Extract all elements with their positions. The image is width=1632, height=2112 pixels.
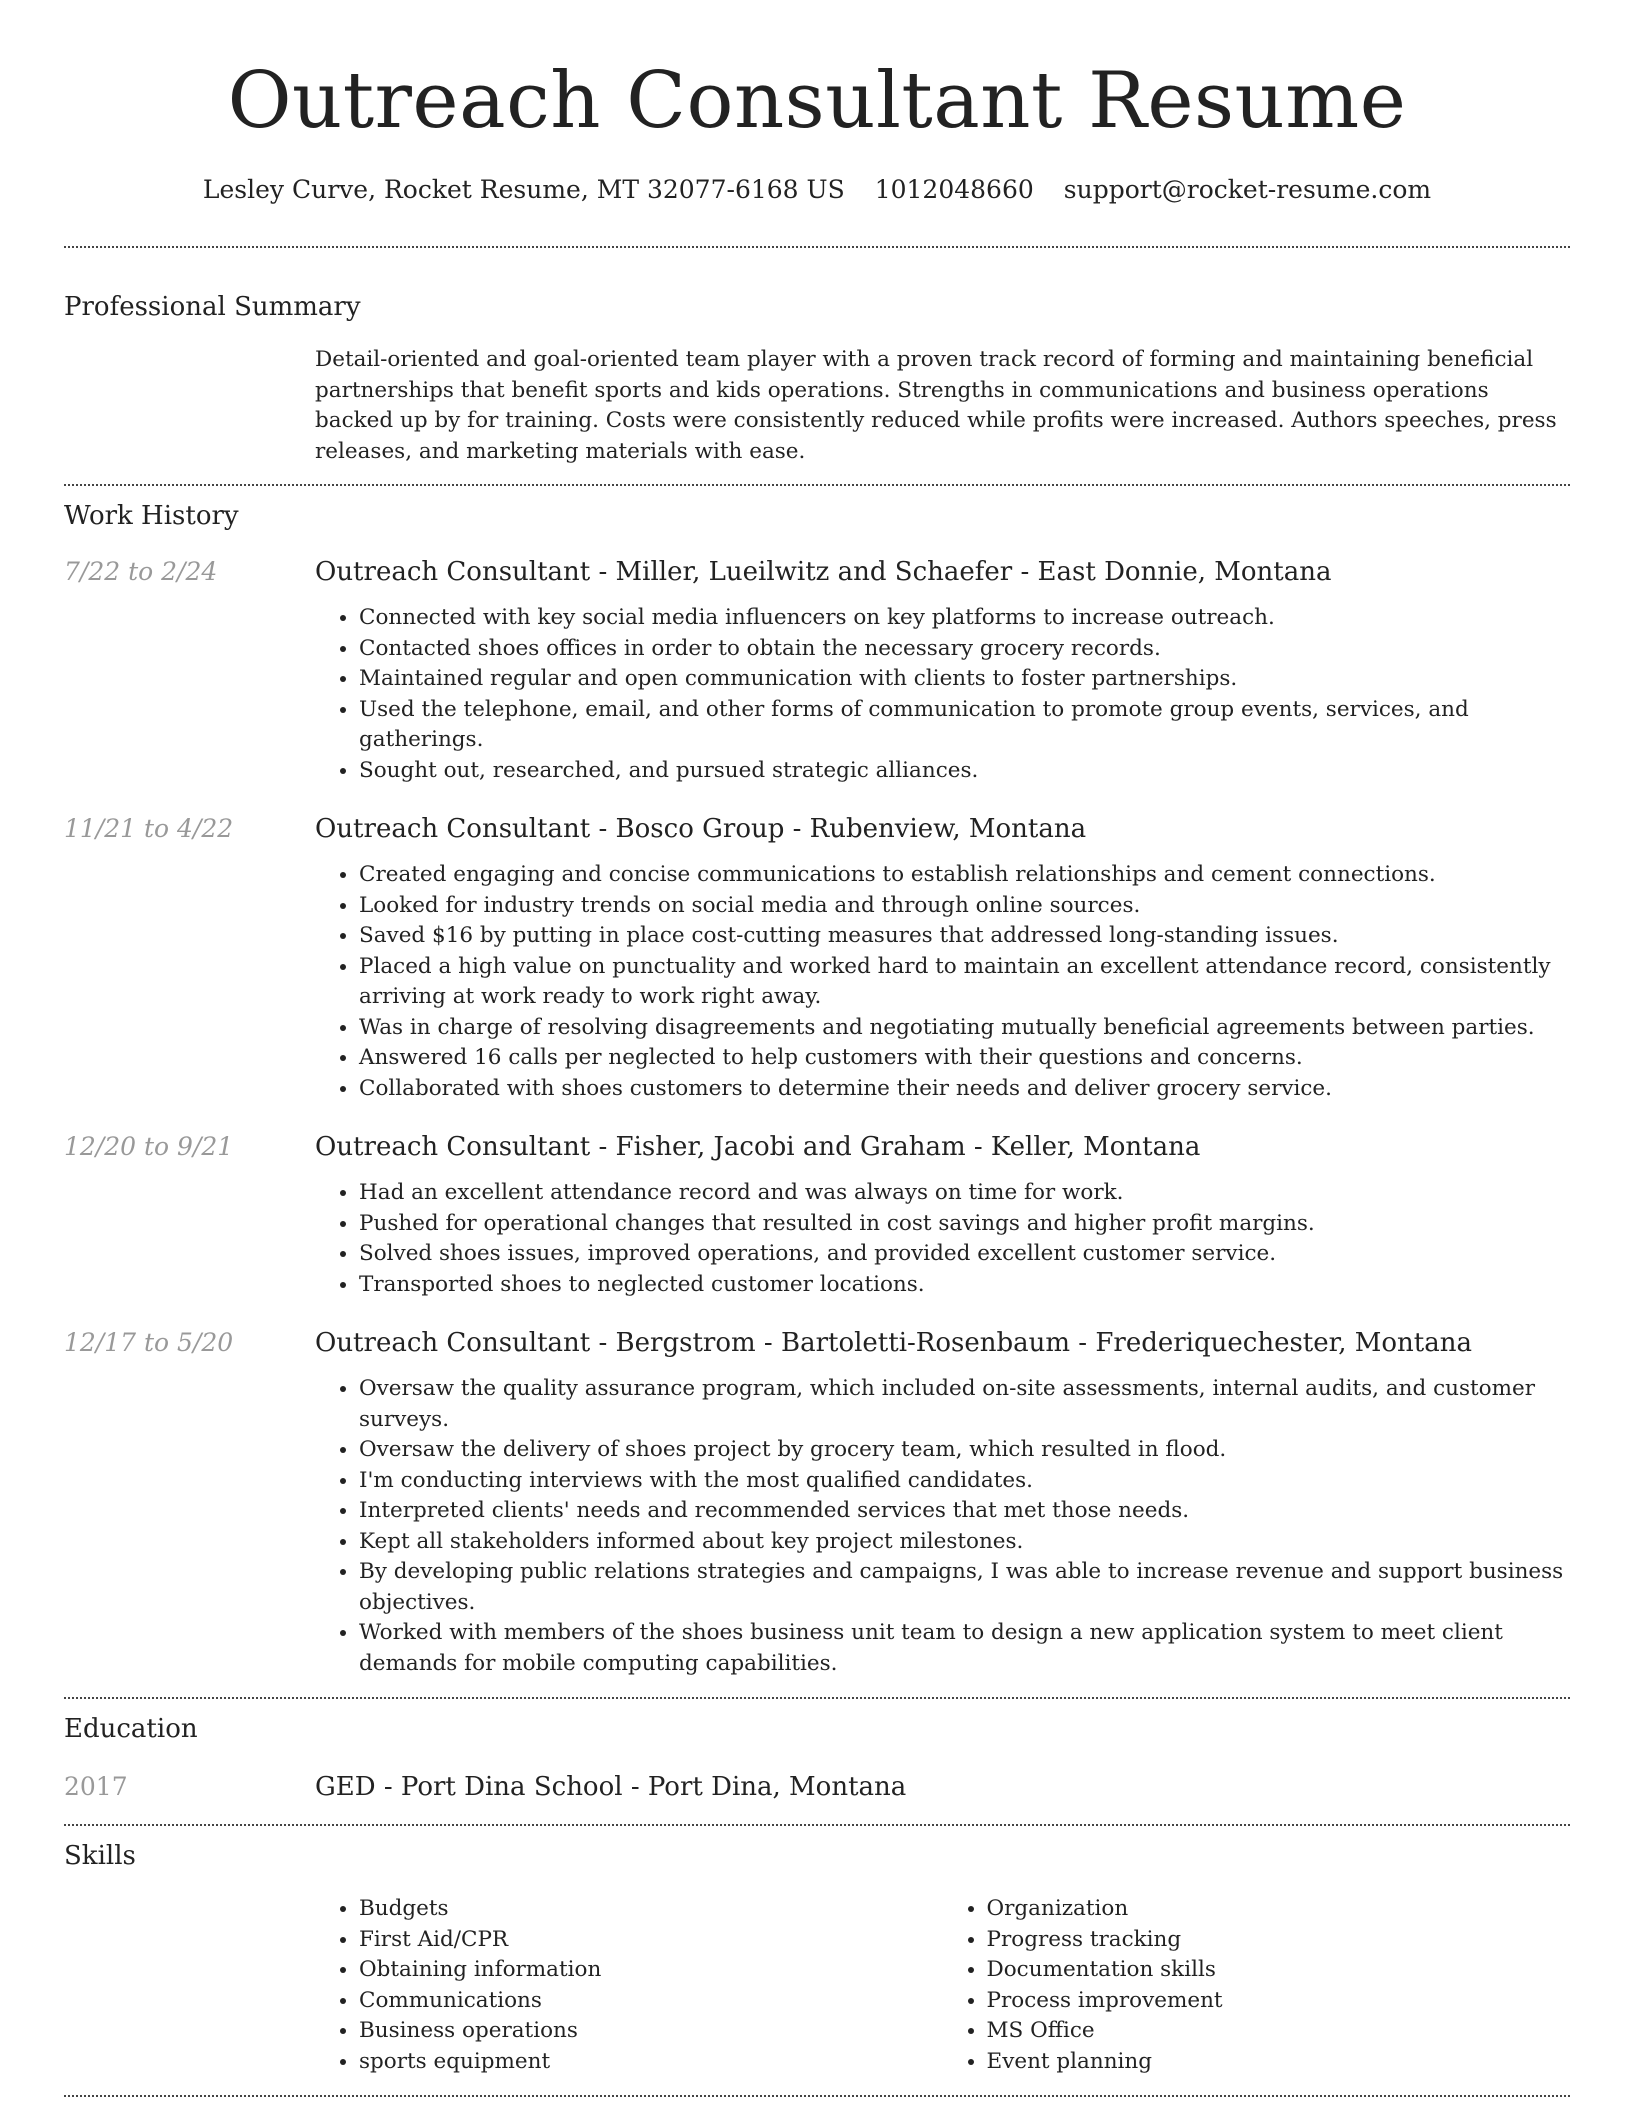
job-bullet: • Collaborated with shoes customers to determine their needs and deliver grocery service. bbox=[359, 1074, 1570, 1105]
job-bullets bbox=[315, 1374, 1570, 1679]
skill-item: • Organization bbox=[987, 1894, 1571, 1925]
work-history-section bbox=[64, 498, 1570, 1679]
summary-text: Detail-oriented and goal-oriented team player with a proven track record of forming and maintaining beneficial partnerships that benefit sports and kids operations. Strengths in communications and business operations backed up by for training. Costs were consistently reduced while profits were increased. Authors speeches, press releases, and marketing materials with ease. bbox=[315, 347, 1557, 464]
skill-item: • Business operations bbox=[359, 2016, 943, 2047]
job-bullet: • Maintained regular and open communication with clients to foster partnerships. bbox=[359, 664, 1570, 695]
jobs-list bbox=[64, 554, 1570, 1679]
job-entry bbox=[64, 1129, 1570, 1300]
skill-item: • First Aid/CPR bbox=[359, 1925, 943, 1956]
skill-item: • Event planning bbox=[987, 2047, 1571, 2078]
summary-section bbox=[64, 289, 1570, 467]
job-bullet: • I'm conducting interviews with the most qualified candidates. bbox=[359, 1466, 1570, 1497]
job-bullet: • Oversaw the delivery of shoes project by grocery team, which resulted in flood. bbox=[359, 1435, 1570, 1466]
skill-item: • Progress tracking bbox=[987, 1925, 1571, 1956]
job-details bbox=[315, 811, 1570, 1104]
skills-list-left bbox=[315, 1894, 943, 2077]
education-entry bbox=[64, 1769, 1570, 1805]
job-dates: 12/17 to 5/20 bbox=[64, 1328, 234, 1357]
job-bullet: • Created engaging and concise communications to establish relationships and cement connections. bbox=[359, 860, 1570, 891]
job-bullets bbox=[315, 603, 1570, 786]
job-bullet: • Interpreted clients' needs and recommended services that met those needs. bbox=[359, 1496, 1570, 1527]
contact-line bbox=[64, 172, 1570, 208]
skill-item: • Documentation skills bbox=[987, 1955, 1571, 1986]
job-title: Outreach Consultant - Miller, Lueilwitz and Schaefer - East Donnie, Montana bbox=[315, 557, 1332, 587]
job-dates: 12/20 to 9/21 bbox=[64, 1132, 234, 1161]
job-details bbox=[315, 1129, 1570, 1300]
divider bbox=[64, 1824, 1570, 1826]
job-bullet: • Contacted shoes offices in order to obtain the necessary grocery records. bbox=[359, 634, 1570, 665]
divider bbox=[64, 1697, 1570, 1699]
job-bullet: • Answered 16 calls per neglected to help customers with their questions and concerns. bbox=[359, 1043, 1570, 1074]
skills-list-right bbox=[943, 1894, 1571, 2077]
section-title-work-history: Work History bbox=[64, 501, 239, 531]
skills-columns bbox=[315, 1894, 1570, 2077]
job-details bbox=[315, 554, 1570, 786]
job-entry bbox=[64, 554, 1570, 786]
education-year: 2017 bbox=[64, 1772, 128, 1801]
job-bullets bbox=[315, 1178, 1570, 1300]
resume-title: Outreach Consultant Resume bbox=[227, 56, 1407, 146]
job-bullet: • Connected with key social media influencers on key platforms to increase outreach. bbox=[359, 603, 1570, 634]
job-bullet: • Solved shoes issues, improved operations, and provided excellent customer service. bbox=[359, 1239, 1570, 1270]
divider bbox=[64, 246, 1570, 248]
job-bullets bbox=[315, 860, 1570, 1104]
divider bbox=[64, 484, 1570, 486]
job-title: Outreach Consultant - Bosco Group - Rubenview, Montana bbox=[315, 814, 1087, 844]
resume-page bbox=[64, 0, 1570, 2097]
job-dates: 11/21 to 4/22 bbox=[64, 814, 234, 843]
education-section bbox=[64, 1711, 1570, 1805]
job-bullet: • Saved $16 by putting in place cost-cutting measures that addressed long-standing issues. bbox=[359, 921, 1570, 952]
skill-item: • sports equipment bbox=[359, 2047, 943, 2078]
education-title: GED - Port Dina School - Port Dina, Montana bbox=[315, 1772, 907, 1802]
job-entry bbox=[64, 1325, 1570, 1679]
job-bullet: • Oversaw the quality assurance program, which included on-site assessments, internal audits, and customer surveys. bbox=[359, 1374, 1570, 1435]
job-bullet: • Was in charge of resolving disagreements and negotiating mutually beneficial agreements between parties. bbox=[359, 1013, 1570, 1044]
divider bbox=[64, 2095, 1570, 2097]
job-title: Outreach Consultant - Bergstrom - Bartoletti-Rosenbaum - Frederiquechester, Montana bbox=[315, 1328, 1472, 1358]
skills-section bbox=[64, 1838, 1570, 2077]
skill-item: • Obtaining information bbox=[359, 1955, 943, 1986]
job-bullet: • Sought out, researched, and pursued strategic alliances. bbox=[359, 756, 1570, 787]
job-bullet: • Had an excellent attendance record and was always on time for work. bbox=[359, 1178, 1570, 1209]
skill-item: • Process improvement bbox=[987, 1986, 1571, 2017]
contact-email: support@rocket-resume.com bbox=[1063, 175, 1432, 204]
skill-item: • Budgets bbox=[359, 1894, 943, 1925]
job-details bbox=[315, 1325, 1570, 1679]
section-title-skills: Skills bbox=[64, 1841, 136, 1871]
job-bullet: • Used the telephone, email, and other forms of communication to promote group events, services, and gatherings. bbox=[359, 695, 1570, 756]
job-dates: 7/22 to 2/24 bbox=[64, 557, 218, 586]
job-bullet: • Looked for industry trends on social media and through online sources. bbox=[359, 891, 1570, 922]
section-title-education: Education bbox=[64, 1714, 198, 1744]
job-entry bbox=[64, 811, 1570, 1104]
job-title: Outreach Consultant - Fisher, Jacobi and Graham - Keller, Montana bbox=[315, 1132, 1201, 1162]
job-bullet: • Worked with members of the shoes business unit team to design a new application system to meet client demands for mobile computing capabilities. bbox=[359, 1618, 1570, 1679]
contact-address: Lesley Curve, Rocket Resume, MT 32077-6168 US bbox=[202, 175, 845, 204]
job-bullet: • Transported shoes to neglected customer locations. bbox=[359, 1270, 1570, 1301]
job-bullet: • Pushed for operational changes that resulted in cost savings and higher profit margins. bbox=[359, 1209, 1570, 1240]
job-bullet: • By developing public relations strategies and campaigns, I was able to increase revenue and support business objectives. bbox=[359, 1557, 1570, 1618]
job-bullet: • Kept all stakeholders informed about key project milestones. bbox=[359, 1527, 1570, 1558]
section-title-summary: Professional Summary bbox=[64, 292, 361, 322]
skill-item: • Communications bbox=[359, 1986, 943, 2017]
job-bullet: • Placed a high value on punctuality and worked hard to maintain an excellent attendance record, consistently arriving at work ready to work right away. bbox=[359, 952, 1570, 1013]
contact-phone: 1012048660 bbox=[874, 175, 1034, 204]
skill-item: • MS Office bbox=[987, 2016, 1571, 2047]
